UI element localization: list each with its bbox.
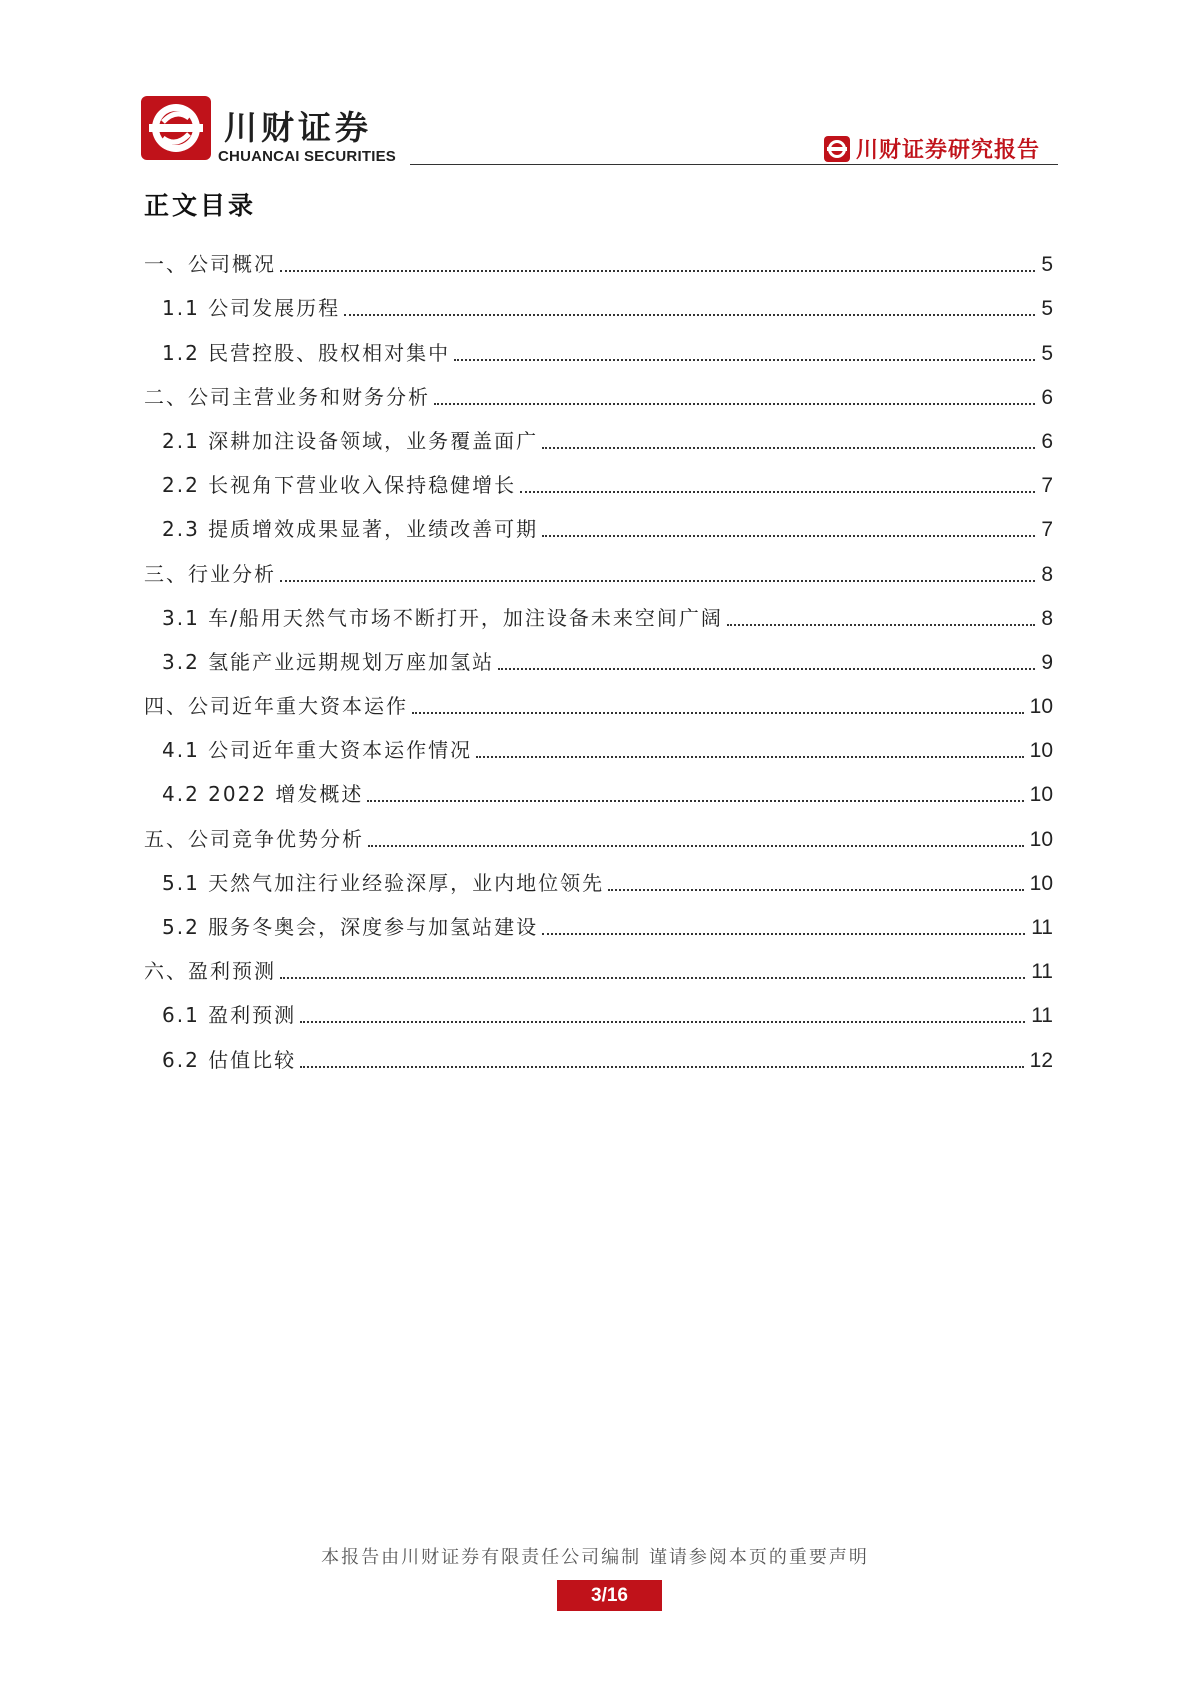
toc-entry-page: 8	[1041, 606, 1053, 630]
toc-entry-page: 10	[1029, 827, 1053, 851]
toc-entry-page: 5	[1041, 297, 1053, 321]
toc-entry-label: 3.2 氢能产业远期规划万座加氢站	[162, 649, 495, 674]
toc-leader-dots	[280, 270, 1035, 272]
report-type-label	[824, 133, 1040, 164]
toc-entry-page: 10	[1029, 783, 1053, 807]
header-divider	[410, 164, 1058, 165]
footer-disclaimer: 本报告由川财证券有限责任公司编制 谨请参阅本页的重要声明	[321, 1547, 869, 1568]
toc-entry-label: 四、公司近年重大资本运作	[144, 694, 408, 719]
toc-entry[interactable]	[144, 542, 1053, 586]
toc-entry[interactable]	[144, 277, 1053, 321]
toc-leader-dots	[727, 624, 1035, 626]
toc-entry[interactable]	[144, 498, 1053, 542]
toc-entry-label: 二、公司主营业务和财务分析	[144, 384, 430, 409]
toc-title: 正文目录	[144, 191, 257, 220]
toc-leader-dots	[542, 535, 1035, 537]
toc-entry-label: 2.3 提质增效成果显著，业绩改善可期	[162, 517, 539, 542]
toc-entry-page: 7	[1041, 518, 1053, 542]
toc-entry-label: 1.1 公司发展历程	[162, 296, 341, 321]
toc-entry[interactable]	[144, 233, 1053, 277]
toc-entry-page: 6	[1041, 429, 1053, 453]
toc-entry-label: 5.1 天然气加注行业经验深厚，业内地位领先	[162, 870, 605, 895]
toc-entry-page: 10	[1029, 739, 1053, 763]
brand-name-cn: 川财证券	[224, 108, 372, 147]
toc-leader-dots	[476, 756, 1023, 758]
toc-entry-page: 11	[1031, 916, 1053, 939]
toc-entry-page: 7	[1041, 474, 1053, 498]
toc-leader-dots	[300, 1021, 1025, 1023]
brand-name-en: CHUANCAI SECURITIES	[218, 148, 396, 165]
toc-entry-page: 5	[1041, 253, 1053, 277]
toc-entry-label: 六、盈利预测	[144, 959, 276, 984]
toc-entry-page: 11	[1031, 960, 1053, 984]
toc-entry[interactable]	[144, 366, 1053, 410]
toc-leader-dots	[412, 712, 1024, 714]
toc-leader-dots	[608, 889, 1023, 891]
toc-leader-dots	[367, 800, 1023, 802]
toc-entry-label: 4.1 公司近年重大资本运作情况	[162, 738, 473, 763]
chuancai-logo-icon	[141, 96, 211, 160]
toc-entry-label: 2.2 长视角下营业收入保持稳健增长	[162, 473, 517, 498]
toc-leader-dots	[344, 314, 1035, 316]
toc-leader-dots	[280, 580, 1035, 582]
toc-leader-dots	[434, 403, 1035, 405]
toc-entry-page: 10	[1029, 871, 1053, 895]
toc-entry-page: 9	[1041, 650, 1053, 674]
toc-entry[interactable]	[144, 1028, 1053, 1072]
toc-entry-label: 五、公司竞争优势分析	[144, 826, 364, 851]
toc-entry-page: 6	[1041, 385, 1053, 409]
toc-entry-page: 5	[1041, 341, 1053, 365]
toc-entry-label: 三、行业分析	[144, 561, 276, 586]
toc-leader-dots	[300, 1066, 1023, 1068]
toc-entry[interactable]	[144, 410, 1053, 454]
toc-entry[interactable]	[144, 321, 1053, 365]
toc-entry[interactable]	[144, 807, 1053, 851]
toc-entry[interactable]	[144, 940, 1053, 984]
toc-leader-dots	[520, 491, 1035, 493]
chuancai-small-logo-icon	[824, 136, 850, 162]
toc-entry[interactable]	[144, 852, 1053, 896]
toc-entry[interactable]	[144, 675, 1053, 719]
toc-entry[interactable]	[144, 454, 1053, 498]
toc-entry-label: 4.2 2022 增发概述	[162, 782, 364, 807]
toc-entry[interactable]	[144, 984, 1053, 1028]
toc-entry[interactable]	[144, 896, 1053, 940]
table-of-contents	[144, 233, 1053, 1073]
toc-entry-label: 一、公司概况	[144, 252, 276, 277]
toc-entry[interactable]	[144, 763, 1053, 807]
toc-entry-page: 11	[1031, 1004, 1053, 1028]
toc-leader-dots	[542, 933, 1025, 935]
toc-entry-page: 10	[1029, 695, 1053, 719]
toc-entry-page: 12	[1029, 1048, 1053, 1072]
report-label-text: 川财证券研究报告	[856, 138, 1041, 163]
toc-leader-dots	[542, 447, 1035, 449]
toc-entry-label: 3.1 车/船用天然气市场不断打开，加注设备未来空间广阔	[162, 605, 723, 630]
toc-leader-dots	[368, 845, 1024, 847]
toc-entry[interactable]	[144, 719, 1053, 763]
toc-entry[interactable]	[144, 631, 1053, 675]
toc-entry-label: 2.1 深耕加注设备领域，业务覆盖面广	[162, 428, 539, 453]
toc-entry-label: 1.2 民营控股、股权相对集中	[162, 340, 451, 365]
toc-entry-label: 6.1 盈利预测	[162, 1003, 297, 1028]
toc-entry-label: 6.2 估值比较	[162, 1047, 297, 1072]
page-number-badge: 3/16	[557, 1580, 662, 1611]
toc-leader-dots	[454, 359, 1035, 361]
toc-entry-label: 5.2 服务冬奥会，深度参与加氢站建设	[162, 915, 539, 939]
toc-entry[interactable]	[144, 587, 1053, 631]
toc-entry-page: 8	[1041, 562, 1053, 586]
toc-leader-dots	[280, 977, 1025, 979]
toc-leader-dots	[498, 668, 1035, 670]
